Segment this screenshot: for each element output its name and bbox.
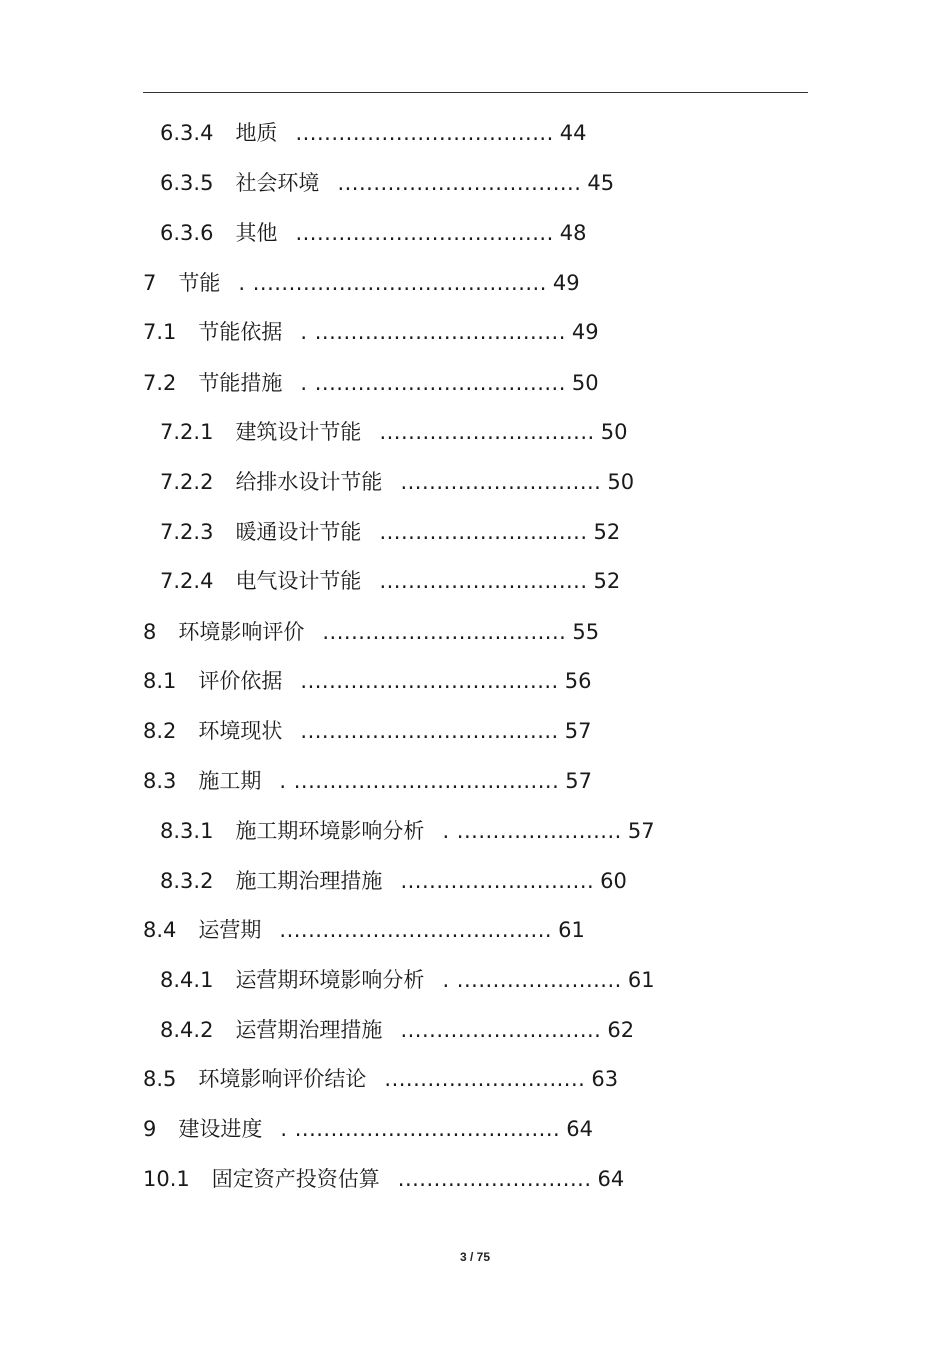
toc-entry-leader: ..................................: [337, 171, 582, 195]
toc-entry-page: 44: [559, 121, 587, 145]
toc-entry-leader: ....................................: [300, 669, 559, 693]
toc-entry-number: 7: [143, 271, 157, 295]
toc-entry[interactable]: [160, 866, 627, 896]
toc-entry-number: 8: [143, 620, 157, 644]
toc-entry[interactable]: [160, 1015, 634, 1045]
toc-entry-number: 7.2.2: [160, 470, 214, 494]
toc-entry[interactable]: [143, 1114, 593, 1144]
toc-entry-leader: ......................................: [279, 918, 553, 942]
toc-entry[interactable]: [143, 1064, 618, 1094]
toc-entry-title: 施工期治理措施: [235, 869, 383, 893]
toc-entry-title: 运营期环境影响分析: [235, 968, 425, 992]
toc-entry-title: 暖通设计节能: [235, 520, 362, 544]
toc-entry-page: 52: [593, 520, 621, 544]
toc-entry[interactable]: [160, 218, 586, 248]
toc-entry-page: 45: [587, 171, 615, 195]
toc-entry-leader: . .......................: [442, 968, 622, 992]
toc-entry-number: 6.3.5: [160, 171, 214, 195]
toc-entry-page: 62: [607, 1018, 635, 1042]
toc-entry[interactable]: [143, 666, 591, 696]
toc-entry[interactable]: [160, 816, 655, 846]
toc-entry-page: 57: [565, 769, 592, 793]
toc-entry-leader: . .....................................: [280, 1117, 561, 1141]
toc-entry-leader: ...........................: [397, 1167, 592, 1191]
toc-entry-title: 评价依据: [198, 669, 283, 693]
toc-entry-page: 57: [627, 819, 655, 843]
toc-entry-title: 节能: [178, 271, 221, 295]
toc-entry-title: 节能依据: [198, 320, 283, 344]
toc-entry-title: 建筑设计节能: [235, 420, 362, 444]
toc-entry-page: 52: [593, 569, 621, 593]
toc-entry-leader: . ...................................: [300, 320, 566, 344]
toc-entry-number: 8.1: [143, 669, 177, 693]
toc-entry-page: 55: [572, 620, 600, 644]
toc-entry-page: 60: [600, 869, 627, 893]
toc-entry-title: 施工期环境影响分析: [235, 819, 425, 843]
toc-entry-number: 8.2: [143, 719, 177, 743]
toc-entry-leader: . .........................................: [238, 271, 547, 295]
toc-entry-title: 施工期: [198, 769, 262, 793]
toc-entry-title: 其他: [235, 221, 278, 245]
toc-entry-title: 环境现状: [198, 719, 283, 743]
toc-entry-number: 6.3.6: [160, 221, 214, 245]
toc-entry-leader: ..............................: [379, 420, 595, 444]
toc-entry[interactable]: [160, 965, 655, 995]
toc-entry-leader: .............................: [379, 569, 588, 593]
toc-entry-number: 10.1: [143, 1167, 190, 1191]
toc-entry-title: 建设进度: [178, 1117, 263, 1141]
toc-entry-title: 电气设计节能: [235, 569, 362, 593]
toc-entry[interactable]: [143, 766, 592, 796]
toc-entry-leader: . .....................................: [279, 769, 560, 793]
toc-entry-title: 运营期: [198, 918, 262, 942]
page-number: 3 / 75: [459, 1250, 491, 1264]
toc-entry-number: 8.4.2: [160, 1018, 214, 1042]
toc-entry[interactable]: [143, 268, 580, 298]
toc-entry-leader: ...........................: [400, 869, 595, 893]
toc-entry-number: 6.3.4: [160, 121, 214, 145]
toc-entry-number: 7.2.3: [160, 520, 214, 544]
toc-entry-leader: ............................: [384, 1067, 586, 1091]
toc-entry[interactable]: [143, 368, 599, 398]
toc-entry-title: 节能措施: [198, 371, 283, 395]
toc-entry-title: 社会环境: [235, 171, 320, 195]
toc-entry-leader: .............................: [379, 520, 588, 544]
toc-entry-number: 8.3.1: [160, 819, 214, 843]
toc-entry-page: 50: [571, 371, 599, 395]
toc-entry[interactable]: [160, 417, 627, 447]
toc-entry-page: 61: [627, 968, 655, 992]
toc-entry[interactable]: [160, 517, 620, 547]
toc-entry-title: 给排水设计节能: [235, 470, 383, 494]
toc-entry-page: 64: [566, 1117, 593, 1141]
toc-entry-leader: ..................................: [322, 620, 567, 644]
toc-entry-title: 环境影响评价结论: [198, 1067, 367, 1091]
toc-entry-page: 50: [607, 470, 635, 494]
toc-entry-leader: ....................................: [295, 221, 554, 245]
toc-entry-leader: . ...................................: [300, 371, 566, 395]
toc-entry[interactable]: [143, 317, 599, 347]
toc-entry-title: 地质: [235, 121, 278, 145]
toc-entry[interactable]: [160, 566, 620, 596]
toc-entry-page: 48: [559, 221, 587, 245]
toc-entry-leader: ....................................: [295, 121, 554, 145]
toc-entry-page: 63: [591, 1067, 619, 1091]
toc-entry-number: 8.3.2: [160, 869, 214, 893]
toc-entry[interactable]: [143, 915, 585, 945]
toc-entry-page: 49: [552, 271, 580, 295]
toc-entry-page: 49: [571, 320, 599, 344]
toc-entry-number: 8.5: [143, 1067, 177, 1091]
toc-entry-leader: ............................: [400, 470, 602, 494]
toc-entry-page: 50: [600, 420, 628, 444]
toc-entry-title: 环境影响评价: [178, 620, 305, 644]
toc-entry-number: 7.2: [143, 371, 177, 395]
toc-entry-page: 64: [597, 1167, 625, 1191]
toc-entry-leader: . .......................: [442, 819, 622, 843]
toc-entry[interactable]: [143, 716, 591, 746]
toc-entry-page: 56: [564, 669, 592, 693]
toc-entry-number: 9: [143, 1117, 157, 1141]
toc-entry[interactable]: [160, 118, 586, 148]
toc-entry-title: 固定资产投资估算: [211, 1167, 380, 1191]
toc-entry[interactable]: [160, 467, 634, 497]
toc-entry-number: 7.2.4: [160, 569, 214, 593]
toc-entry-title: 运营期治理措施: [235, 1018, 383, 1042]
toc-entry[interactable]: [143, 617, 599, 647]
toc-entry-number: 7.1: [143, 320, 177, 344]
toc-entry-number: 8.4: [143, 918, 177, 942]
toc-entry-number: 8.3: [143, 769, 177, 793]
toc-entry-leader: ............................: [400, 1018, 602, 1042]
toc-entry-page: 57: [564, 719, 592, 743]
toc-entry[interactable]: [160, 168, 614, 198]
toc-entry[interactable]: [143, 1164, 624, 1194]
toc-entry-leader: ....................................: [300, 719, 559, 743]
toc-entry-page: 61: [558, 918, 585, 942]
toc-entry-number: 7.2.1: [160, 420, 214, 444]
toc-entry-number: 8.4.1: [160, 968, 214, 992]
